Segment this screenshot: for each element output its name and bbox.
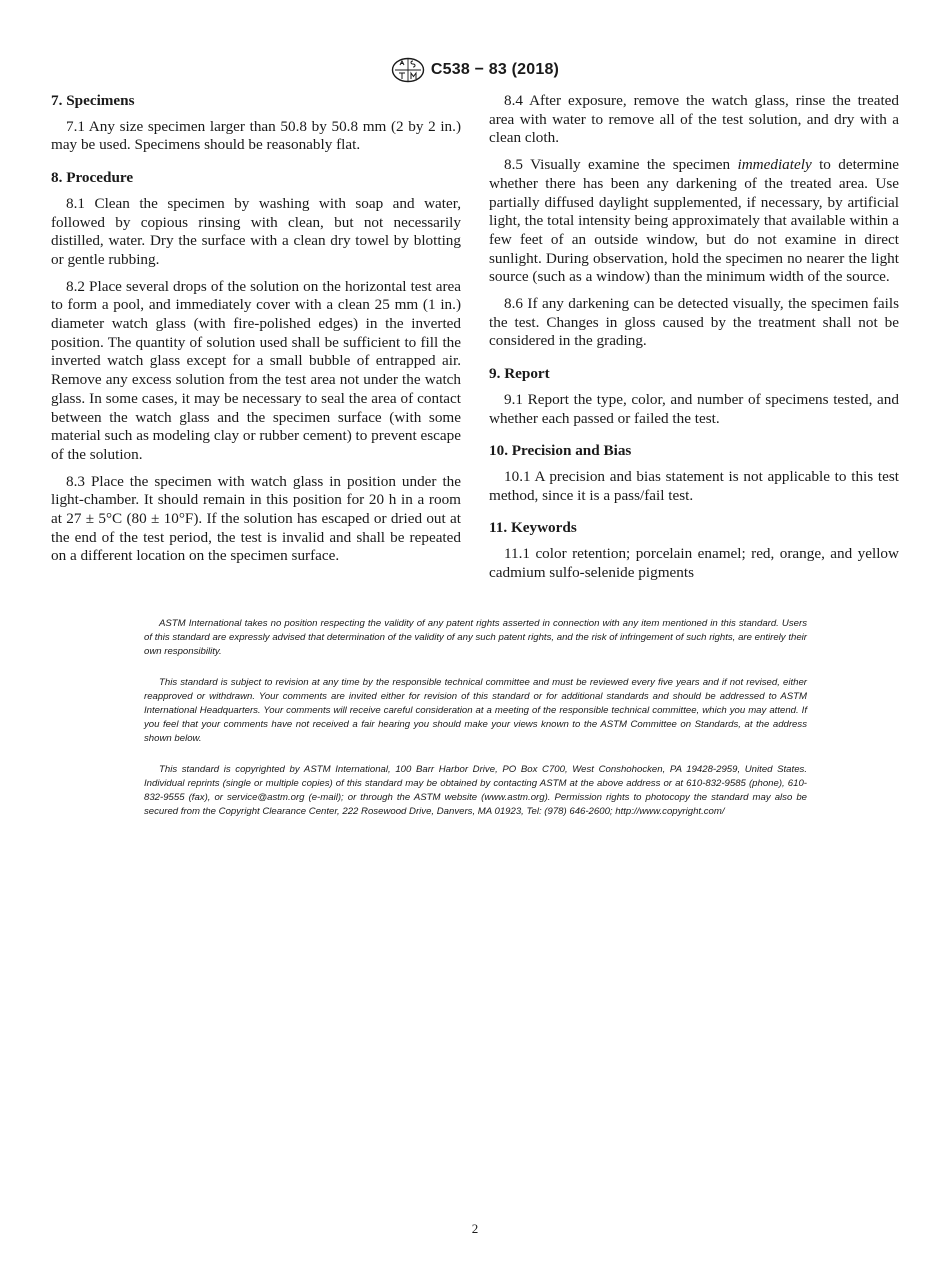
page-header xyxy=(0,57,950,83)
page-number: 2 xyxy=(471,1221,479,1236)
right-column xyxy=(489,92,899,590)
astm-logo-icon xyxy=(391,57,425,83)
section-heading-precision-bias: 10. Precision and Bias xyxy=(489,442,632,460)
paragraph-11-1: 11.1 color retention; porcelain enamel; red, orange, and yellow cadmium sulfo-selenide pigments xyxy=(489,545,899,581)
standard-designation: C538 − 83 (2018) xyxy=(430,61,560,78)
paragraph-8-5-emphasis: immediately xyxy=(737,156,812,174)
paragraph-8-1: 8.1 Clean the specimen by washing with soap and water, followed by copious rinsing with clean, but not necessarily distilled, water. Dry the surface with a clean dry towel by blotting or gentle rubbing. xyxy=(51,194,461,268)
copyright-notice: This standard is copyrighted by ASTM International, 100 Barr Harbor Drive, PO Box C700, West Conshohocken, PA 19428-2959, United States. Individual reprints (single or multiple copies) of this standard may be obtained by contacting ASTM at the above address or at 610-832-9585 (phone), 610-832-9555 (fax), or service@astm.org (e-mail); or through the ASTM website (www.astm.org). Permission rights to photocopy the standard may also be secured from the Copyright Clearance Center, 222 Rosewood Drive, Danvers, MA 01923, Tel: (978) 646-2600; http://www.copyright.com/ xyxy=(144,764,807,817)
section-heading-procedure: 8. Procedure xyxy=(51,169,134,187)
patent-notice: ASTM International takes no position respecting the validity of any patent rights asserted in connection with any item mentioned in this standard. Users of this standard are expressly advised that determination of the validity of any such patent rights, and the risk of infringement of such rights, are entirely their own responsibility. xyxy=(144,618,807,657)
paragraph-10-1: 10.1 A precision and bias statement is not applicable to this test method, since it is a pass/fail test. xyxy=(489,467,899,504)
paragraph-8-5 xyxy=(489,156,899,287)
footer-notes xyxy=(144,617,807,837)
paragraph-7-1: 7.1 Any size specimen larger than 50.8 by 50.8 mm (2 by 2 in.) may be used. Specimens should be reasonably flat. xyxy=(51,117,461,154)
paragraph-8-4: 8.4 After exposure, remove the watch glass, rinse the treated area with water to remove all of the test solution, and dry with a clean cloth. xyxy=(489,92,899,147)
revision-notice: This standard is subject to revision at any time by the responsible technical committee and must be reviewed every five years and if not revised, either reapproved or withdrawn. Your comments are invited either for revision of this standard or for additional standards and should be addressed to ASTM International Headquarters. Your comments will receive careful consideration at a meeting of the responsible technical committee, which you may attend. If you feel that your comments have not received a fair hearing you should make your views known to the ASTM Committee on Standards, at the address shown below. xyxy=(144,677,807,744)
paragraph-8-6: 8.6 If any darkening can be detected visually, the specimen fails the test. Changes in gloss caused by the treatment shall not be considered in the grading. xyxy=(489,295,899,350)
paragraph-8-3: 8.3 Place the specimen with watch glass in position under the light-chamber. It should remain in this position for 20 h in a room at 27 ± 5°C (80 ± 10°F). If the solution has escaped or dried out at the end of the test period, the test is invalid and shall be repeated on a different location on the specimen surface. xyxy=(51,472,461,565)
left-column xyxy=(51,92,461,574)
section-heading-specimens: 7. Specimens xyxy=(51,92,135,109)
paragraph-8-2: 8.2 Place several drops of the solution on the horizontal test area to form a pool, and immediately cover with a clean 25 mm (1 in.) diameter watch glass (with fire-polished edges) in the inverted position. The quantity of solution used shall be sufficient to fill the inverted watch glass except for a small bubble of entrapped air. Remove any excess solution from the test area not under the watch glass. In some cases, it may be necessary to seal the area of contact between the watch glass and the specimen surface (with some material such as modeling clay or rubber cement) to prevent escape of the solution. xyxy=(51,277,461,463)
paragraph-8-5-end: to determine whether there has been any darkening of the treated area. Use partially diffused daylight supplemented, if necessary, by artificial light, the total intensity being approximately that available within a few feet of an outside window, but do not examine in direct sunlight. During observation, hold the specimen no nearer the light source (such as a window) than the minimum width of the source. xyxy=(489,156,899,286)
section-heading-keywords: 11. Keywords xyxy=(489,519,577,537)
paragraph-8-5-start: 8.5 Visually examine the specimen xyxy=(504,156,738,174)
paragraph-9-1: 9.1 Report the type, color, and number of specimens tested, and whether each passed or failed the test. xyxy=(489,390,899,427)
section-heading-report: 9. Report xyxy=(489,365,550,383)
